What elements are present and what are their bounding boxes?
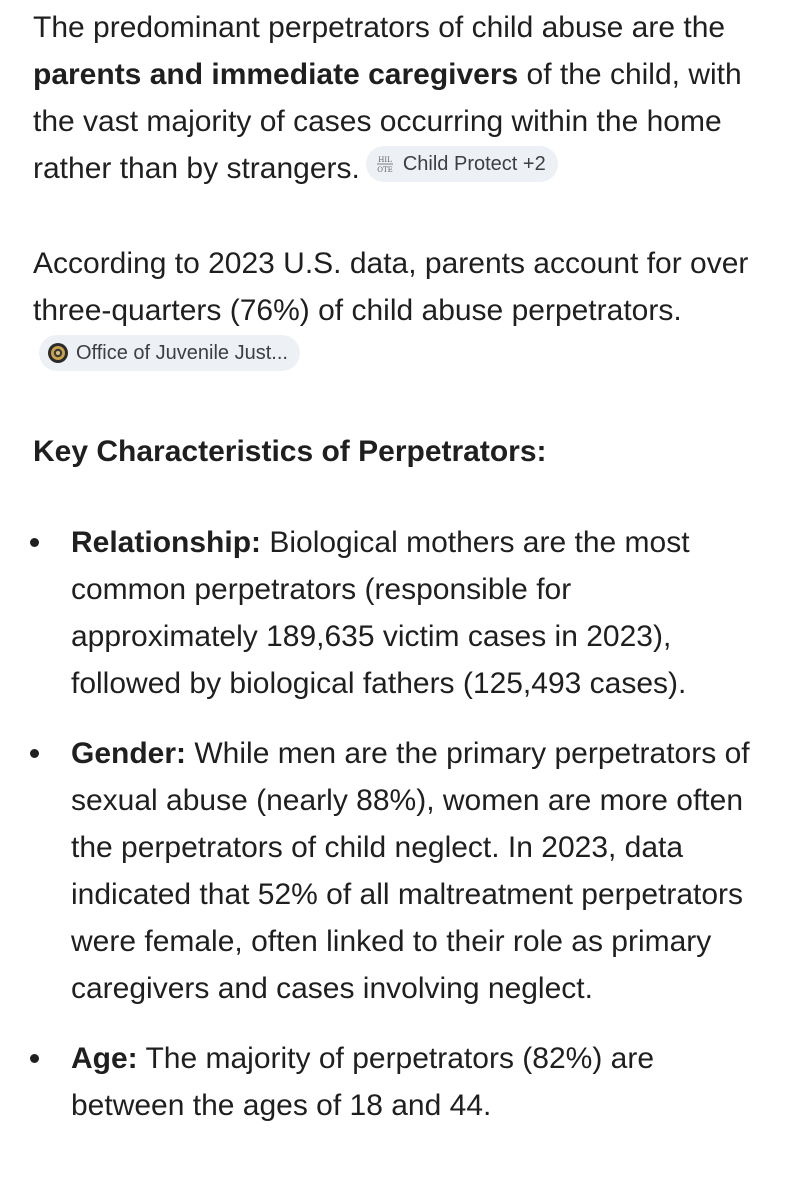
- list-item-text: While men are the primary perpetrators of sexual abuse (nearly 88%), women are more often the perpetrators of child neglect. In 2023, data indicated that 52% of all maltreatment perpetrators were female, often linked to their role as primary caregivers and cases involving neglect.: [71, 737, 750, 1005]
- list-item-age: [33, 1035, 763, 1129]
- chilote-logo-icon: [374, 153, 396, 175]
- section-heading: Key Characteristics of Perpetrators:: [33, 435, 547, 468]
- intro-paragraph: [33, 4, 763, 192]
- source-chip-label: Child Protect +2: [402, 153, 546, 175]
- bullet-dot: [30, 749, 39, 758]
- list-item-gender: [33, 730, 763, 1012]
- bullet-dot: [30, 538, 39, 547]
- list-item-label: Relationship:: [71, 526, 262, 559]
- list-item-relationship: [33, 519, 763, 707]
- svg-text:OTE: OTE: [377, 166, 393, 174]
- list-item-label: Gender:: [71, 737, 187, 770]
- bullet-dot: [30, 1054, 39, 1063]
- svg-text:HIL: HIL: [378, 156, 392, 164]
- list-item-label: Age:: [71, 1042, 138, 1075]
- intro-text-after: of the child, with the vast majority of cases occurring within the home rather than by strangers.: [33, 58, 742, 185]
- source-chip-ojjdp[interactable]: [39, 335, 300, 371]
- intro-text-before: The predominant perpetrators of child abuse are the: [33, 11, 726, 44]
- source-chip-label: Office of Juvenile Just...: [76, 342, 288, 364]
- intro-bold-text: parents and immediate caregivers: [33, 58, 519, 91]
- seal-icon: [47, 342, 69, 364]
- characteristics-list: [33, 519, 763, 1129]
- list-item-text: Biological mothers are the most common perpetrators (responsible for approximately 189,635 victim cases in 2023), followed by biological fathers (125,493 cases).: [71, 526, 690, 700]
- stat-text: According to 2023 U.S. data, parents account for over three-quarters (76%) of child abuse perpetrators.: [33, 247, 749, 327]
- list-item-text: The majority of perpetrators (82%) are between the ages of 18 and 44.: [71, 1042, 654, 1122]
- stat-paragraph: [33, 240, 763, 381]
- response-content: [33, 4, 763, 1129]
- source-chip-child-protect[interactable]: [366, 146, 558, 182]
